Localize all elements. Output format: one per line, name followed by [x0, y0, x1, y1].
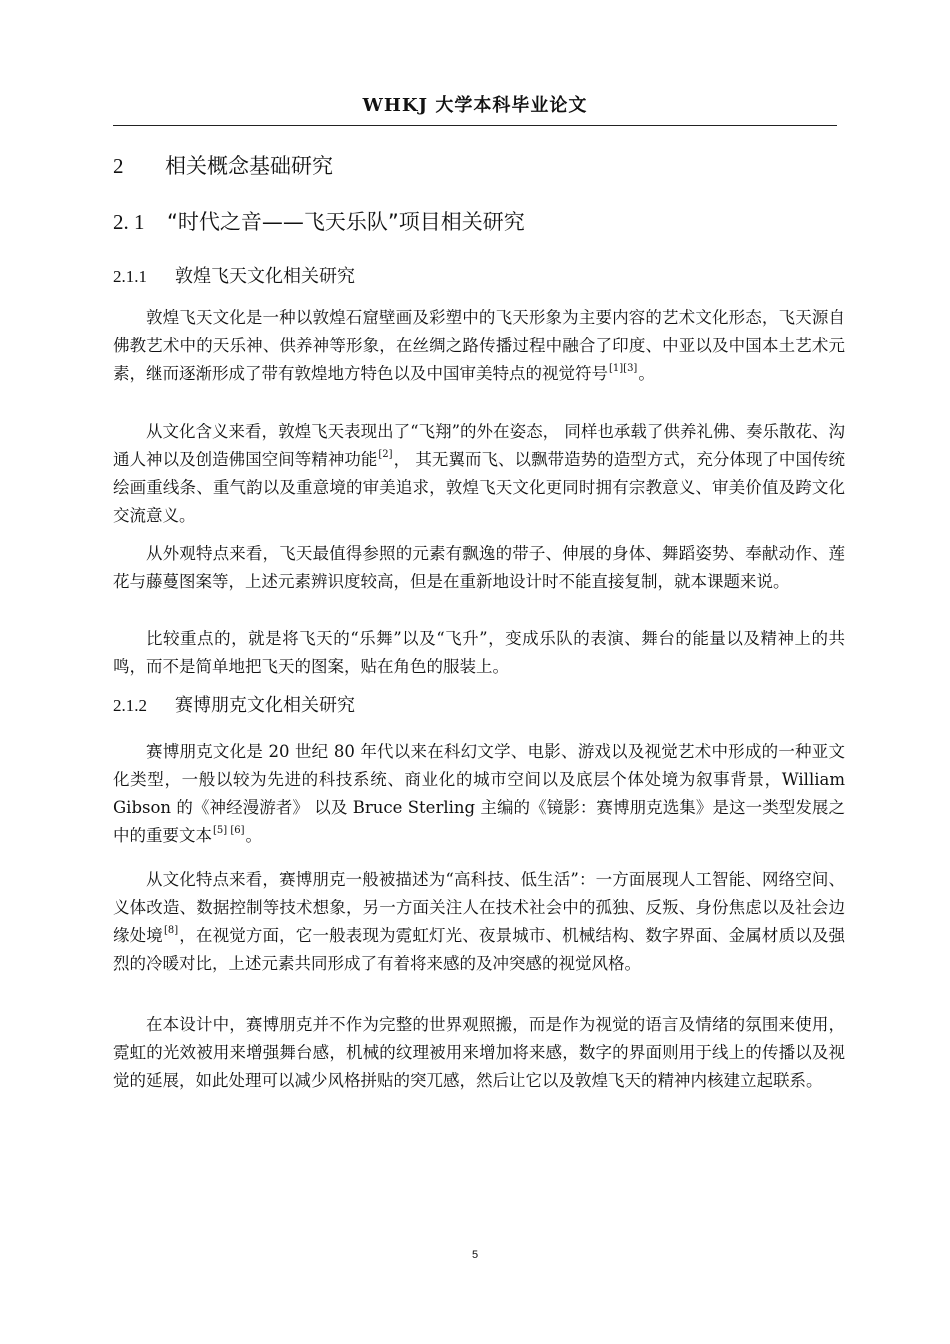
paragraph-text: 赛博朋克文化是 20 世纪 80 年代以来在科幻文学、电影、游戏以及视觉艺术中形成的一种亚文化类型，一般以较为先进的科技系统、商业化的城市空间以及底层个体处境为叙事背景，William Gibson 的《神经漫游者》 以及 Bruce Sterling 主编的《镜影：赛博朋克选集》是这一类型发展之中的重要文本: [113, 742, 845, 845]
paragraph-tail: ，在视觉方面，它一般表现为霓虹灯光、夜景城市、机械结构、数字界面、金属材质以及强烈的冷暖对比，上述元素共同形成了有着将来感的及冲突感的视觉风格。: [113, 926, 846, 973]
paragraph-cyberpunk-intro: [113, 738, 845, 850]
chapter-number: 2: [113, 154, 124, 178]
paragraph-text: 从外观特点来看，飞天最值得参照的元素有飘逸的带子、伸展的身体、舞蹈姿势、奉献动作、莲花与藤蔓图案等，上述元素辨识度较高，但是在重新地设计时不能直接复制，就本课题来说。: [113, 544, 845, 591]
paragraph-dunhuang-appearance: [113, 540, 845, 596]
subsection-number: 2.1.2: [113, 696, 147, 715]
header-divider: [113, 125, 837, 126]
paragraph-dunhuang-intro: [113, 304, 845, 388]
citation-ref: [8]: [163, 925, 179, 936]
page-number: 5: [471, 1249, 479, 1261]
subsection-title: 赛博朋克文化相关研究: [175, 695, 355, 716]
paragraph-tail: ， 其无翼而飞、以飘带造势的造型方式，充分体现了中国传统绘画重线条、重气韵以及重意境的审美追求，敦煌飞天文化更同时拥有宗教意义、审美价值及跨文化交流意义。: [113, 450, 846, 525]
subsection-heading-dunhuang: [113, 263, 355, 291]
paragraph-dunhuang-focus: [113, 625, 845, 681]
paragraph-text: 从文化含义来看，敦煌飞天表现出了“飞翔”的外在姿态， 同样也承载了供养礼佛、奏乐散花、沟通人神以及创造佛国空间等精神功能: [113, 422, 845, 469]
subsection-number: 2.1.1: [113, 267, 147, 286]
section-number: 2. 1: [113, 210, 145, 234]
page-header-title: WHKJ 大学本科毕业论文: [362, 95, 588, 116]
section-title: “时代之音——飞天乐队”项目相关研究: [167, 210, 525, 234]
subsection-title: 敦煌飞天文化相关研究: [175, 266, 355, 287]
paragraph-cyberpunk-features: [113, 866, 845, 978]
citation-ref: [2]: [378, 449, 393, 460]
chapter-title: 相关概念基础研究: [165, 154, 333, 178]
citation-ref: [5] [6]: [213, 825, 245, 836]
paragraph-text: 敦煌飞天文化是一种以敦煌石窟壁画及彩塑中的飞天形象为主要内容的艺术文化形态，飞天源自佛教艺术中的天乐神、供养神等形象，在丝绸之路传播过程中融合了印度、中亚以及中国本土艺术元素，继而逐渐形成了带有敦煌地方特色以及中国审美特点的视觉符号: [113, 308, 845, 383]
paragraph-tail: 。: [245, 826, 263, 845]
paragraph-text: 比较重点的，就是将飞天的“乐舞”以及“飞升”，变成乐队的表演、舞台的能量以及精神上的共鸣，而不是简单地把飞天的图案，贴在角色的服装上。: [113, 629, 845, 676]
paragraph-tail: 。: [638, 364, 655, 383]
paragraph-cyberpunk-design-use: [113, 1011, 845, 1095]
chapter-heading: [113, 150, 333, 182]
paragraph-dunhuang-meaning: [113, 418, 845, 530]
section-heading: [113, 206, 525, 238]
paragraph-text: 在本设计中，赛博朋克并不作为完整的世界观照搬，而是作为视觉的语言及情绪的氛围来使用，霓虹的光效被用来增强舞台感，机械的纹理被用来增加将来感，数字的界面则用于线上的传播以及视觉的延展，如此处理可以减少风格拼贴的突兀感，然后让它以及敦煌飞天的精神内核建立起联系。: [113, 1015, 845, 1090]
subsection-heading-cyberpunk: [113, 692, 355, 720]
citation-ref: [1][3]: [609, 363, 638, 374]
paragraph-text: 从文化特点来看，赛博朋克一般被描述为“高科技、低生活”：一方面展现人工智能、网络空间、义体改造、数据控制等技术想象，另一方面关注人在技术社会中的孤独、反叛、身份焦虑以及社会边缘处境: [113, 870, 845, 945]
